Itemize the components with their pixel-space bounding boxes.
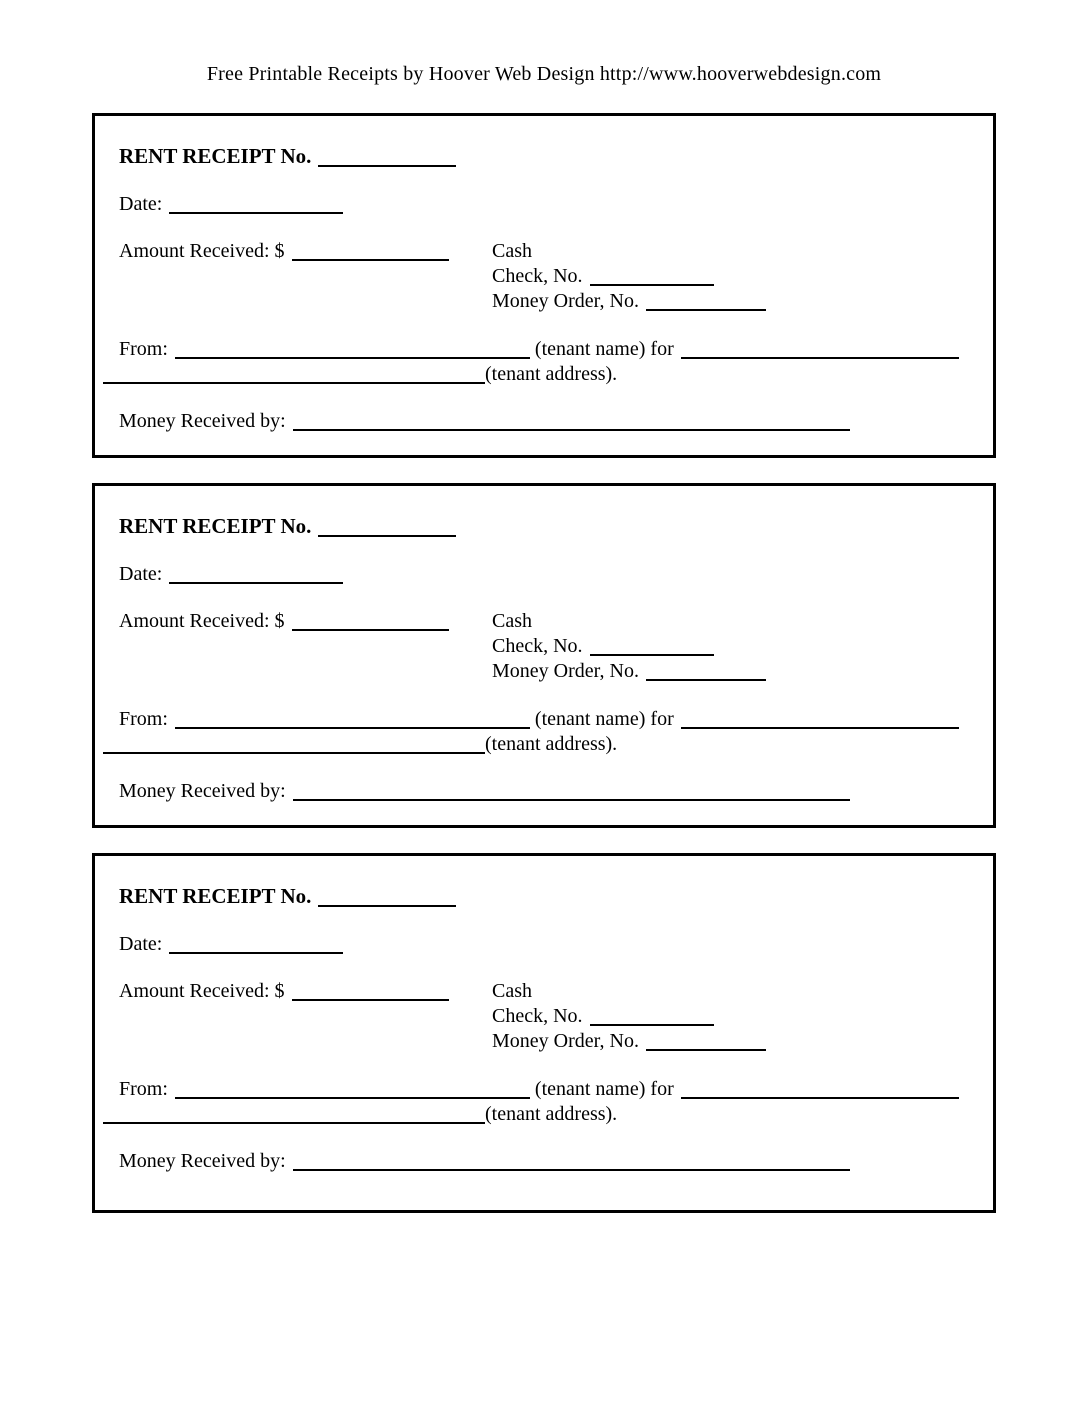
cash-option — [492, 240, 532, 263]
money-order-no-blank — [646, 292, 766, 311]
tenant-address-label: (tenant address). — [485, 363, 618, 385]
tenant-address-label: (tenant address). — [485, 733, 618, 755]
address-row — [103, 363, 617, 386]
date-row — [119, 193, 343, 216]
check-option — [492, 1005, 714, 1028]
check-label: Check, No. — [492, 1005, 583, 1027]
tenant-name-label: (tenant name) for — [534, 1078, 674, 1100]
from-row — [119, 708, 959, 731]
date-row — [119, 933, 343, 956]
amount-label: Amount Received: $ — [119, 240, 285, 262]
check-no-blank — [590, 637, 714, 656]
date-blank — [169, 195, 343, 214]
from-label: From: — [119, 338, 168, 360]
amount-blank — [292, 612, 449, 631]
receipt-title: RENT RECEIPT No. — [119, 884, 312, 908]
address-row — [103, 733, 617, 756]
received-by-row — [119, 780, 850, 803]
cash-option — [492, 610, 532, 633]
rent-for-blank — [681, 710, 959, 729]
amount-label: Amount Received: $ — [119, 610, 285, 632]
tenant-address-label: (tenant address). — [485, 1103, 618, 1125]
received-by-blank — [293, 1152, 850, 1171]
receipt-no-blank — [318, 518, 456, 537]
received-by-blank — [293, 782, 850, 801]
check-label: Check, No. — [492, 265, 583, 287]
money-order-label: Money Order, No. — [492, 1030, 639, 1052]
money-order-option — [492, 290, 766, 313]
tenant-address-blank — [103, 365, 485, 384]
money-order-option — [492, 1030, 766, 1053]
cash-label: Cash — [492, 610, 532, 632]
received-by-blank — [293, 412, 850, 431]
cash-option — [492, 980, 532, 1003]
tenant-name-blank — [175, 340, 530, 359]
received-by-label: Money Received by: — [119, 410, 286, 432]
tenant-name-label: (tenant name) for — [534, 708, 674, 730]
receipt-title-row — [119, 145, 456, 169]
cash-label: Cash — [492, 240, 532, 262]
tenant-name-blank — [175, 710, 530, 729]
amount-row — [119, 610, 449, 633]
money-order-label: Money Order, No. — [492, 660, 639, 682]
receipt-no-blank — [318, 148, 456, 167]
check-option — [492, 635, 714, 658]
money-order-option — [492, 660, 766, 683]
receipt-title: RENT RECEIPT No. — [119, 514, 312, 538]
tenant-address-blank — [103, 735, 485, 754]
money-order-no-blank — [646, 1032, 766, 1051]
tenant-name-blank — [175, 1080, 530, 1099]
tenant-address-blank — [103, 1105, 485, 1124]
rent-for-blank — [681, 340, 959, 359]
date-blank — [169, 935, 343, 954]
from-label: From: — [119, 708, 168, 730]
from-label: From: — [119, 1078, 168, 1100]
date-label: Date: — [119, 933, 163, 955]
address-row — [103, 1103, 617, 1126]
date-blank — [169, 565, 343, 584]
receipt-box-1 — [92, 113, 996, 458]
amount-label: Amount Received: $ — [119, 980, 285, 1002]
receipt-no-blank — [318, 888, 456, 907]
amount-row — [119, 980, 449, 1003]
page-header: Free Printable Receipts by Hoover Web Design http://www.hooverwebdesign.com — [206, 63, 882, 85]
check-label: Check, No. — [492, 635, 583, 657]
check-option — [492, 265, 714, 288]
receipt-title-row — [119, 515, 456, 539]
receipt-box-3 — [92, 853, 996, 1213]
amount-blank — [292, 242, 449, 261]
receipt-box-2 — [92, 483, 996, 828]
rent-for-blank — [681, 1080, 959, 1099]
date-row — [119, 563, 343, 586]
money-order-no-blank — [646, 662, 766, 681]
date-label: Date: — [119, 563, 163, 585]
date-label: Date: — [119, 193, 163, 215]
receipt-title: RENT RECEIPT No. — [119, 144, 312, 168]
amount-row — [119, 240, 449, 263]
check-no-blank — [590, 1007, 714, 1026]
receipt-title-row — [119, 885, 456, 909]
check-no-blank — [590, 267, 714, 286]
received-by-label: Money Received by: — [119, 780, 286, 802]
amount-blank — [292, 982, 449, 1001]
from-row — [119, 338, 959, 361]
tenant-name-label: (tenant name) for — [534, 338, 674, 360]
received-by-label: Money Received by: — [119, 1150, 286, 1172]
money-order-label: Money Order, No. — [492, 290, 639, 312]
received-by-row — [119, 1150, 850, 1173]
from-row — [119, 1078, 959, 1101]
received-by-row — [119, 410, 850, 433]
cash-label: Cash — [492, 980, 532, 1002]
